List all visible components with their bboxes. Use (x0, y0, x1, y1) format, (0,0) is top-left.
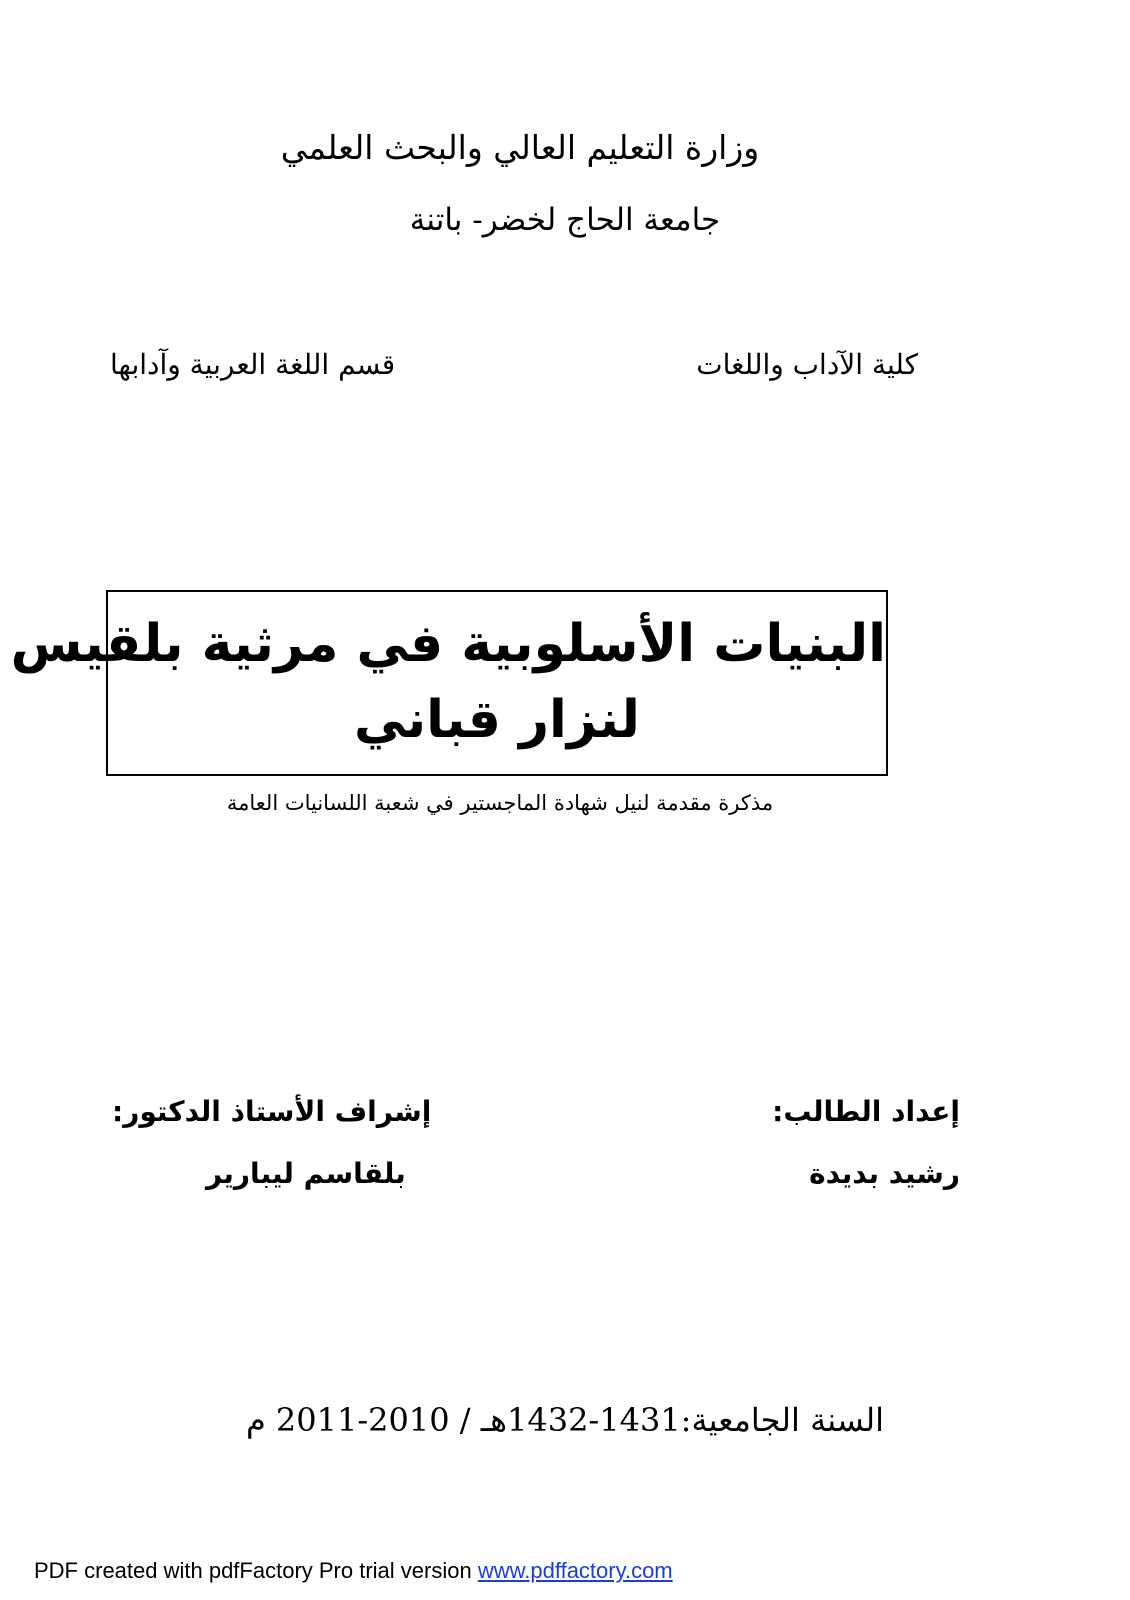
thesis-title-box (10, 590, 888, 776)
thesis-title-line-1: البنيات الأسلوبية في مرثية بلقيس (10, 614, 886, 674)
supervisor-label: إشراف الأستاذ الدكتور: (112, 1095, 432, 1128)
pdf-footer (34, 1556, 673, 1586)
ministry-heading: وزارة التعليم العالي والبحث العلمي (280, 128, 760, 167)
thesis-subtitle: مذكرة مقدمة لنيل شهادة الماجستير في شعبة اللسانيات العامة (226, 791, 774, 815)
department-name: قسم اللغة العربية وآدابها (110, 348, 396, 381)
student-name: رشيد بديدة (809, 1157, 960, 1190)
student-label: إعداد الطالب: (772, 1095, 960, 1128)
supervisor-name: بلقاسم ليبارير (206, 1157, 406, 1190)
footer-text: PDF created with pdfFactory Pro trial version (34, 1558, 478, 1583)
academic-year: السنة الجامعية:1431-1432هـ / 2010-2011 م (245, 1401, 885, 1439)
footer-link[interactable]: www.pdffactory.com (477, 1558, 673, 1583)
thesis-title-line-2: لنزار قباني (354, 690, 640, 750)
university-heading: جامعة الحاج لخضر- باتنة (409, 202, 721, 238)
faculty-name: كلية الآداب واللغات (696, 348, 918, 381)
